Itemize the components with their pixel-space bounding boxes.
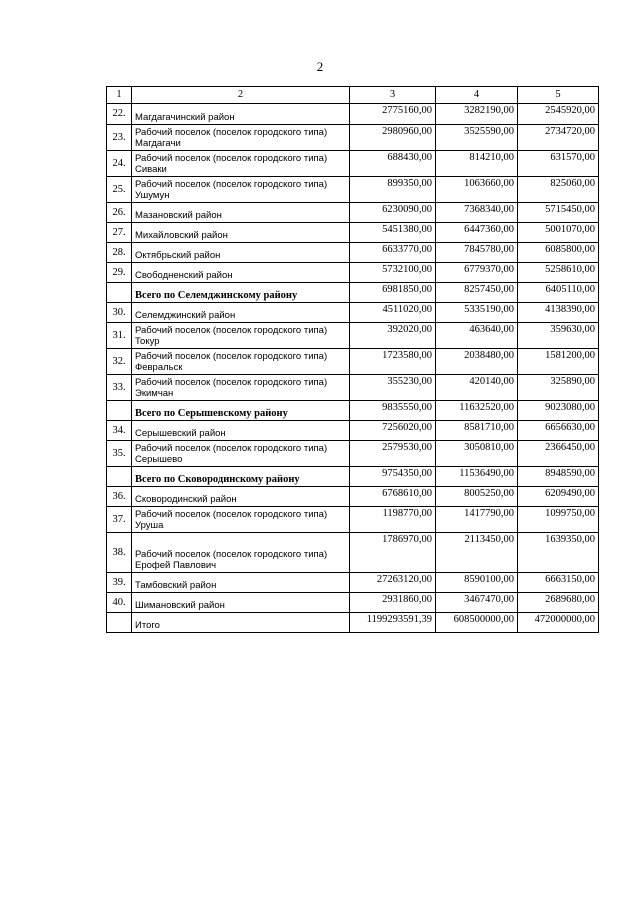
value-col3: 6768610,00 bbox=[350, 487, 436, 507]
row-number bbox=[107, 467, 132, 487]
row-name: Итого bbox=[132, 613, 350, 633]
table-row bbox=[107, 349, 599, 375]
row-number: 22. bbox=[107, 104, 132, 125]
row-name: Магдагачинский район bbox=[132, 104, 350, 125]
row-number: 36. bbox=[107, 487, 132, 507]
column-header: 4 bbox=[436, 87, 518, 104]
value-col3: 5451380,00 bbox=[350, 223, 436, 243]
value-col4: 7368340,00 bbox=[436, 203, 518, 223]
value-col4: 7845780,00 bbox=[436, 243, 518, 263]
value-col5: 6405110,00 bbox=[518, 283, 599, 303]
value-col3: 392020,00 bbox=[350, 323, 436, 349]
table-row bbox=[107, 223, 599, 243]
row-name: Всего по Сковородинскому району bbox=[132, 467, 350, 487]
table-row bbox=[107, 507, 599, 533]
row-name: Рабочий поселок (поселок городского типа) Уруша bbox=[132, 507, 350, 533]
value-col3: 899350,00 bbox=[350, 177, 436, 203]
budget-table bbox=[106, 86, 599, 633]
table-row bbox=[107, 613, 599, 633]
row-name: Серышевский район bbox=[132, 421, 350, 441]
value-col4: 6779370,00 bbox=[436, 263, 518, 283]
page-number: 2 bbox=[316, 59, 324, 74]
row-number bbox=[107, 283, 132, 303]
value-col3: 2980960,00 bbox=[350, 125, 436, 151]
value-col3: 2579530,00 bbox=[350, 441, 436, 467]
table-row bbox=[107, 323, 599, 349]
value-col5: 631570,00 bbox=[518, 151, 599, 177]
row-number: 32. bbox=[107, 349, 132, 375]
row-name: Рабочий поселок (поселок городского типа) Ушумун bbox=[132, 177, 350, 203]
value-col5: 9023080,00 bbox=[518, 401, 599, 421]
value-col5: 8948590,00 bbox=[518, 467, 599, 487]
value-col3: 9835550,00 bbox=[350, 401, 436, 421]
value-col5: 5715450,00 bbox=[518, 203, 599, 223]
row-number: 24. bbox=[107, 151, 132, 177]
table-row bbox=[107, 441, 599, 467]
value-col4: 8257450,00 bbox=[436, 283, 518, 303]
row-number: 34. bbox=[107, 421, 132, 441]
table-row bbox=[107, 593, 599, 613]
row-name: Всего по Серышевскому району bbox=[132, 401, 350, 421]
table-row bbox=[107, 151, 599, 177]
value-col5: 5001070,00 bbox=[518, 223, 599, 243]
row-number: 25. bbox=[107, 177, 132, 203]
row-name: Рабочий поселок (поселок городского типа) Февральск bbox=[132, 349, 350, 375]
value-col5: 2689680,00 bbox=[518, 593, 599, 613]
table-row bbox=[107, 573, 599, 593]
subtotal-row bbox=[107, 401, 599, 421]
value-col4: 11536490,00 bbox=[436, 467, 518, 487]
value-col4: 608500000,00 bbox=[436, 613, 518, 633]
row-number: 31. bbox=[107, 323, 132, 349]
table-row bbox=[107, 375, 599, 401]
value-col4: 8005250,00 bbox=[436, 487, 518, 507]
table-body bbox=[107, 87, 599, 633]
value-col4: 11632520,00 bbox=[436, 401, 518, 421]
value-col3: 1198770,00 bbox=[350, 507, 436, 533]
row-name: Октябрьский район bbox=[132, 243, 350, 263]
value-col5: 1099750,00 bbox=[518, 507, 599, 533]
value-col4: 8581710,00 bbox=[436, 421, 518, 441]
value-col4: 1417790,00 bbox=[436, 507, 518, 533]
value-col4: 2038480,00 bbox=[436, 349, 518, 375]
row-number: 39. bbox=[107, 573, 132, 593]
column-header: 5 bbox=[518, 87, 599, 104]
row-number: 28. bbox=[107, 243, 132, 263]
table-row bbox=[107, 125, 599, 151]
value-col3: 688430,00 bbox=[350, 151, 436, 177]
value-col5: 325890,00 bbox=[518, 375, 599, 401]
row-number: 29. bbox=[107, 263, 132, 283]
row-name: Рабочий поселок (поселок городского типа) Магдагачи bbox=[132, 125, 350, 151]
table-row bbox=[107, 177, 599, 203]
table-row bbox=[107, 421, 599, 441]
column-header: 1 bbox=[107, 87, 132, 104]
value-col4: 814210,00 bbox=[436, 151, 518, 177]
value-col5: 2366450,00 bbox=[518, 441, 599, 467]
row-name: Рабочий поселок (поселок городского типа) Токур bbox=[132, 323, 350, 349]
row-number bbox=[107, 613, 132, 633]
row-name: Шимановский район bbox=[132, 593, 350, 613]
value-col3: 355230,00 bbox=[350, 375, 436, 401]
row-number: 26. bbox=[107, 203, 132, 223]
value-col5: 6209490,00 bbox=[518, 487, 599, 507]
table-row bbox=[107, 303, 599, 323]
value-col3: 9754350,00 bbox=[350, 467, 436, 487]
value-col3: 5732100,00 bbox=[350, 263, 436, 283]
value-col5: 472000000,00 bbox=[518, 613, 599, 633]
value-col3: 1723580,00 bbox=[350, 349, 436, 375]
value-col5: 6085800,00 bbox=[518, 243, 599, 263]
value-col5: 1639350,00 bbox=[518, 533, 599, 573]
value-col3: 4511020,00 bbox=[350, 303, 436, 323]
row-number: 38. bbox=[107, 533, 132, 573]
value-col3: 2775160,00 bbox=[350, 104, 436, 125]
table-row bbox=[107, 243, 599, 263]
value-col4: 463640,00 bbox=[436, 323, 518, 349]
value-col3: 7256020,00 bbox=[350, 421, 436, 441]
value-col5: 6663150,00 bbox=[518, 573, 599, 593]
value-col5: 825060,00 bbox=[518, 177, 599, 203]
row-name: Всего по Селемджинскому району bbox=[132, 283, 350, 303]
table-row bbox=[107, 263, 599, 283]
subtotal-row bbox=[107, 283, 599, 303]
row-name: Сковородинский район bbox=[132, 487, 350, 507]
value-col4: 3525590,00 bbox=[436, 125, 518, 151]
value-col5: 4138390,00 bbox=[518, 303, 599, 323]
value-col3: 1199293591,39 bbox=[350, 613, 436, 633]
value-col3: 1786970,00 bbox=[350, 533, 436, 573]
row-number: 23. bbox=[107, 125, 132, 151]
row-number: 30. bbox=[107, 303, 132, 323]
value-col5: 2734720,00 bbox=[518, 125, 599, 151]
value-col4: 3282190,00 bbox=[436, 104, 518, 125]
table-row bbox=[107, 487, 599, 507]
table-row bbox=[107, 533, 599, 573]
row-name: Михайловский район bbox=[132, 223, 350, 243]
row-number: 40. bbox=[107, 593, 132, 613]
value-col3: 27263120,00 bbox=[350, 573, 436, 593]
row-name: Тамбовский район bbox=[132, 573, 350, 593]
value-col5: 5258610,00 bbox=[518, 263, 599, 283]
value-col5: 1581200,00 bbox=[518, 349, 599, 375]
row-number: 35. bbox=[107, 441, 132, 467]
value-col4: 3467470,00 bbox=[436, 593, 518, 613]
table-header-row bbox=[107, 87, 599, 104]
value-col4: 3050810,00 bbox=[436, 441, 518, 467]
subtotal-row bbox=[107, 467, 599, 487]
value-col5: 359630,00 bbox=[518, 323, 599, 349]
value-col4: 1063660,00 bbox=[436, 177, 518, 203]
value-col3: 2931860,00 bbox=[350, 593, 436, 613]
value-col4: 6447360,00 bbox=[436, 223, 518, 243]
value-col4: 2113450,00 bbox=[436, 533, 518, 573]
value-col4: 8590100,00 bbox=[436, 573, 518, 593]
row-number: 27. bbox=[107, 223, 132, 243]
column-header: 3 bbox=[350, 87, 436, 104]
table-row bbox=[107, 203, 599, 223]
value-col4: 5335190,00 bbox=[436, 303, 518, 323]
column-header: 2 bbox=[132, 87, 350, 104]
value-col3: 6981850,00 bbox=[350, 283, 436, 303]
row-number bbox=[107, 401, 132, 421]
row-name: Свободненский район bbox=[132, 263, 350, 283]
table-row bbox=[107, 104, 599, 125]
row-number: 33. bbox=[107, 375, 132, 401]
row-name: Рабочий поселок (поселок городского типа) Сиваки bbox=[132, 151, 350, 177]
value-col5: 6656630,00 bbox=[518, 421, 599, 441]
value-col3: 6633770,00 bbox=[350, 243, 436, 263]
row-name: Рабочий поселок (поселок городского типа) Экимчан bbox=[132, 375, 350, 401]
row-name: Рабочий поселок (поселок городского типа) Серышево bbox=[132, 441, 350, 467]
value-col4: 420140,00 bbox=[436, 375, 518, 401]
value-col5: 2545920,00 bbox=[518, 104, 599, 125]
row-name: Мазановский район bbox=[132, 203, 350, 223]
row-number: 37. bbox=[107, 507, 132, 533]
row-name: Селемджинский район bbox=[132, 303, 350, 323]
value-col3: 6230090,00 bbox=[350, 203, 436, 223]
row-name: Рабочий поселок (поселок городского типа) Ерофей Павлович bbox=[132, 533, 350, 573]
